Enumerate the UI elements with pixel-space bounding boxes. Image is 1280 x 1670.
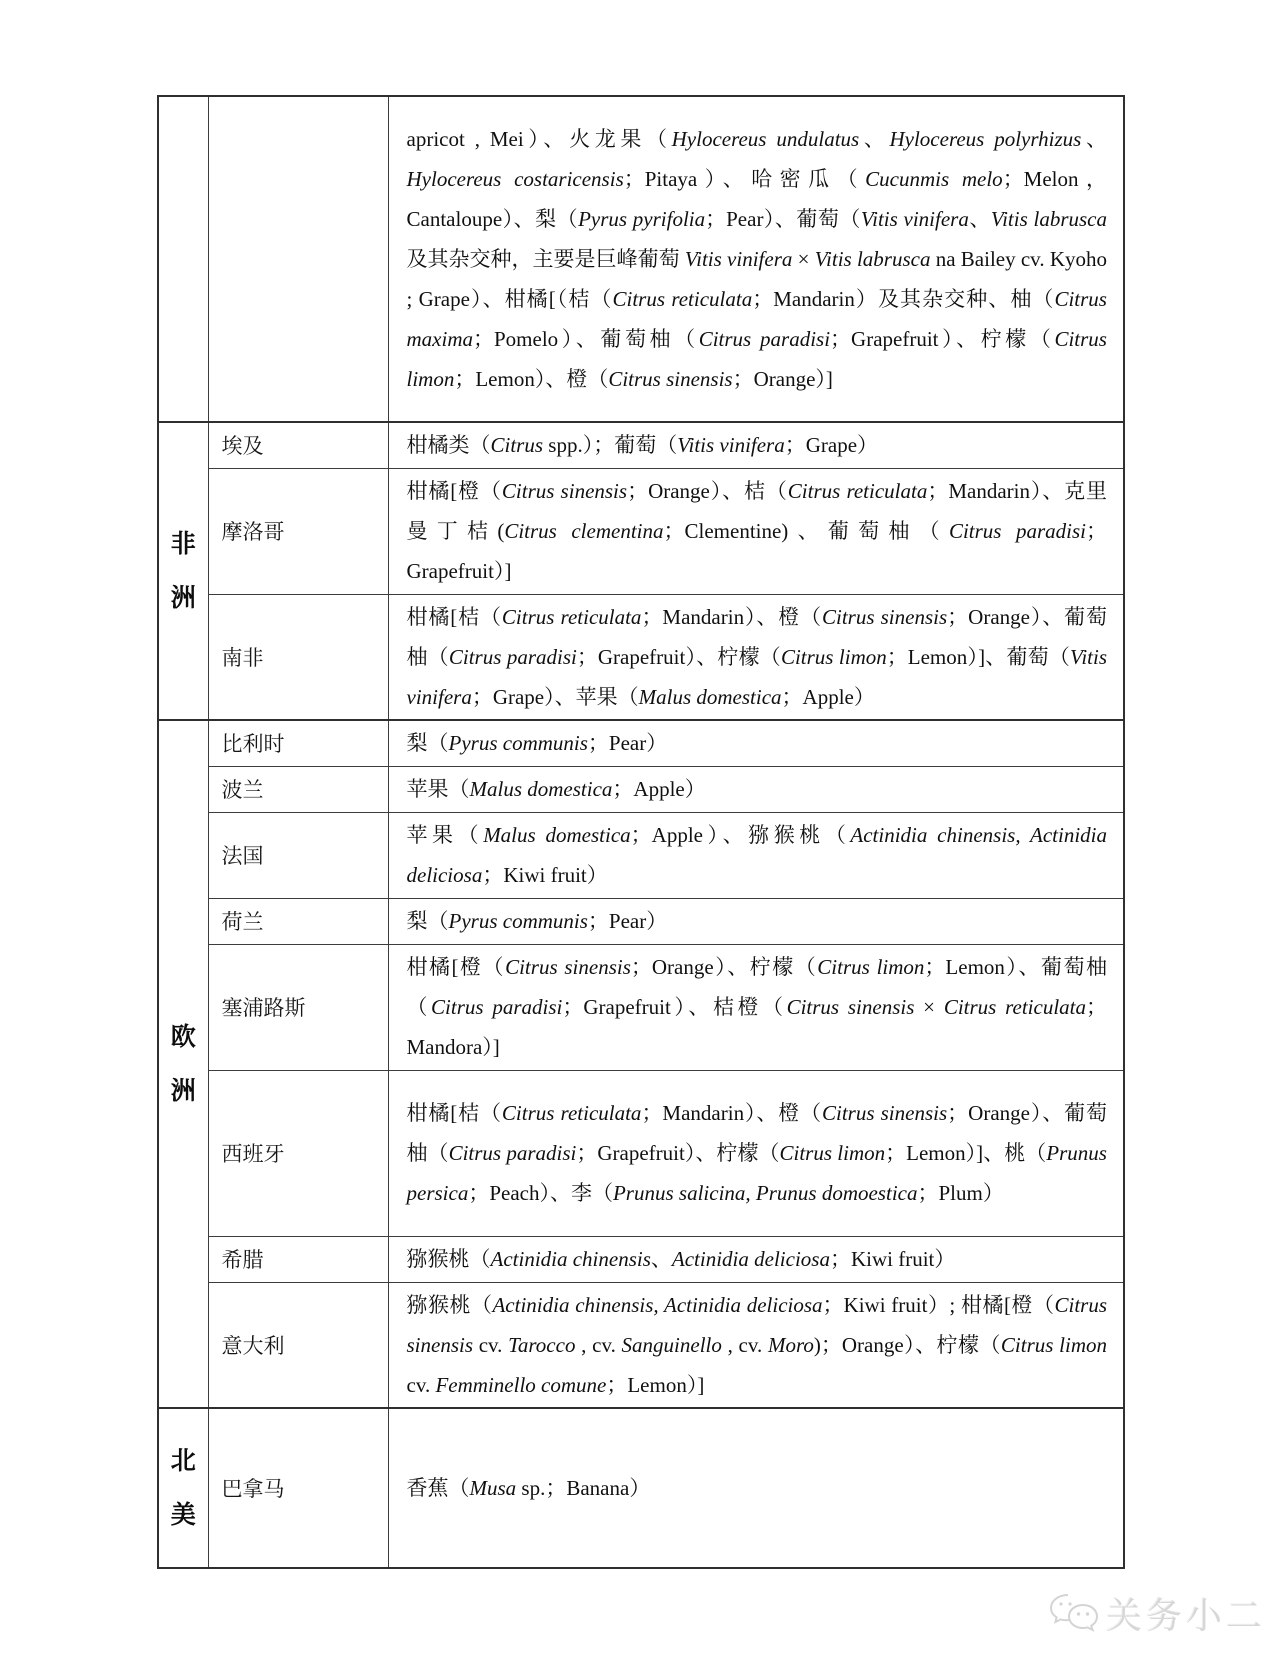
- table-row: [158, 720, 1124, 766]
- fruits-cell: 梨（Pyrus communis；Pear）: [388, 720, 1124, 766]
- table-row: [158, 468, 1124, 594]
- fruits-cell: 柑橘[橙（Citrus sinensis；Orange）、柠檬（Citrus limon；Lemon）、葡萄柚（Citrus paradisi；Grapefruit）、桔橙（Citrus sinensis × Citrus reticulata；Mandora）]: [388, 944, 1124, 1070]
- country-cell: 埃及: [208, 422, 388, 468]
- region-label: 非洲: [170, 530, 196, 612]
- country-cell: 希腊: [208, 1236, 388, 1282]
- table-row: [158, 1282, 1124, 1408]
- fruits-cell: 苹果（Malus domestica；Apple）、猕猴桃（Actinidia chinensis, Actinidia deliciosa；Kiwi fruit）: [388, 812, 1124, 898]
- table-row: [158, 96, 1124, 422]
- country-cell: 意大利: [208, 1282, 388, 1408]
- fruits-cell: 猕猴桃（Actinidia chinensis、Actinidia deliciosa；Kiwi fruit）: [388, 1236, 1124, 1282]
- region-label: 欧洲: [170, 1023, 196, 1105]
- country-cell: 南非: [208, 594, 388, 720]
- fruits-cell: 梨（Pyrus communis；Pear）: [388, 898, 1124, 944]
- fruits-cell: 柑橘[橙（Citrus sinensis；Orange）、桔（Citrus reticulata；Mandarin）、克里曼丁桔(Citrus clementina；Clementine)、葡萄柚（Citrus paradisi；Grapefruit）]: [388, 468, 1124, 594]
- table-row: [158, 1408, 1124, 1568]
- region-cell-empty: [158, 96, 208, 422]
- country-cell: 荷兰: [208, 898, 388, 944]
- fruits-cell: 柑橘[桔（Citrus reticulata；Mandarin）、橙（Citrus sinensis；Orange）、葡萄柚（Citrus paradisi；Grapefruit）、柠檬（Citrus limon；Lemon）]、桃（Prunus persica；Peach）、李（Prunus salicina, Prunus domoestica；Plum）: [388, 1070, 1124, 1236]
- fruits-cell: 柑橘[桔（Citrus reticulata；Mandarin）、橙（Citrus sinensis；Orange）、葡萄柚（Citrus paradisi；Grapefruit）、柠檬（Citrus limon；Lemon）]、葡萄（Vitis vinifera；Grape）、苹果（Malus domestica；Apple）: [388, 594, 1124, 720]
- table-row: [158, 1236, 1124, 1282]
- region-cell-africa: [158, 422, 208, 720]
- fruits-cell: 猕猴桃（Actinidia chinensis, Actinidia deliciosa；Kiwi fruit）; 柑橘[橙（Citrus sinensis cv. Tarocco , cv. Sanguinello , cv. Moro)；Orange）、柠檬（Citrus limon cv. Femminello comune；Lemon）]: [388, 1282, 1124, 1408]
- table-row: [158, 1070, 1124, 1236]
- fruits-cell: 柑橘类（Citrus spp.）；葡萄（Vitis vinifera；Grape）: [388, 422, 1124, 468]
- country-cell: 巴拿马: [208, 1408, 388, 1568]
- country-cell: 西班牙: [208, 1070, 388, 1236]
- country-cell: 比利时: [208, 720, 388, 766]
- country-cell: 波兰: [208, 766, 388, 812]
- fruits-cell: apricot , Mei）、火龙果（Hylocereus undulatus、Hylocereus polyrhizus、Hylocereus costaricensis；Pitaya）、哈密瓜（Cucunmis melo；Melon，Cantaloupe）、梨（Pyrus pyrifolia；Pear）、葡萄（Vitis vinifera、Vitis labrusca 及其杂交种，主要是巨峰葡萄 Vitis vinifera × Vitis labrusca na Bailey cv. Kyoho ; Grape）、柑橘[（桔（Citrus reticulata；Mandarin）及其杂交种、柚（Citrus maxima；Pomelo）、葡萄柚（Citrus paradisi；Grapefruit）、柠檬（Citrus limon；Lemon）、橙（Citrus sinensis；Orange）]: [388, 96, 1124, 422]
- fruits-cell: 香蕉（Musa sp.；Banana）: [388, 1408, 1124, 1568]
- table-row: [158, 766, 1124, 812]
- wechat-bubbles-icon: [1048, 1592, 1100, 1636]
- table-row: [158, 944, 1124, 1070]
- country-cell: 摩洛哥: [208, 468, 388, 594]
- fruits-cell: 苹果（Malus domestica；Apple）: [388, 766, 1124, 812]
- watermark-text: 关务小二: [1105, 1595, 1266, 1636]
- table-row: [158, 422, 1124, 468]
- country-cell: 塞浦路斯: [208, 944, 388, 1070]
- region-label: 北美: [170, 1447, 196, 1529]
- table-row: [158, 594, 1124, 720]
- quarantine-fruit-table: [157, 95, 1125, 1569]
- table-row: [158, 812, 1124, 898]
- country-cell-empty: [208, 96, 388, 422]
- country-cell: 法国: [208, 812, 388, 898]
- region-cell-north-america: [158, 1408, 208, 1568]
- table-row: [158, 898, 1124, 944]
- watermark: [1048, 1588, 1266, 1639]
- region-cell-europe: [158, 720, 208, 1408]
